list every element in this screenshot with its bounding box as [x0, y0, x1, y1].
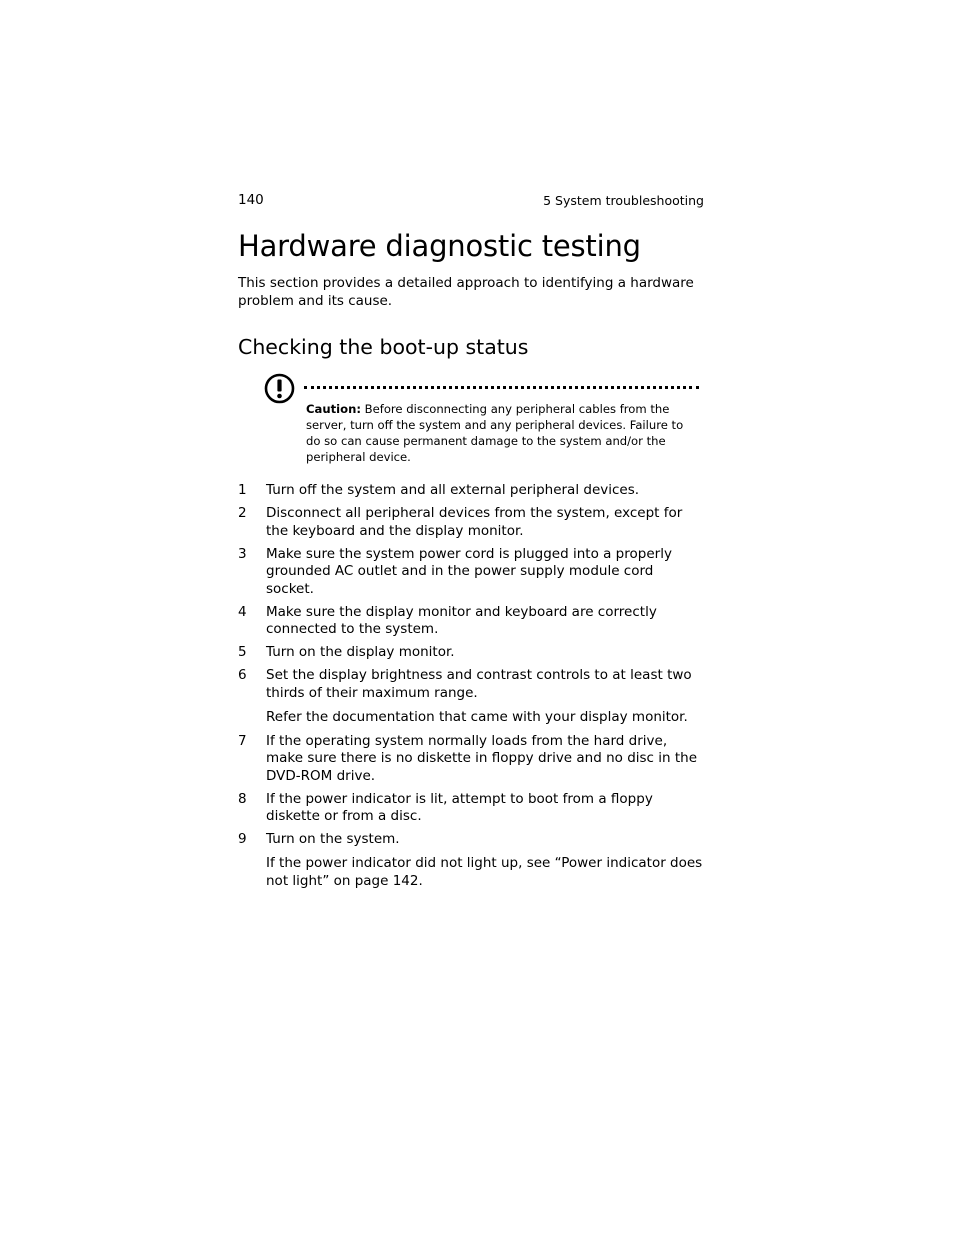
step-number: 8 — [238, 790, 247, 807]
steps-list — [238, 482, 704, 897]
chapter-title: 5 System troubleshooting — [543, 193, 704, 208]
list-item — [238, 791, 704, 826]
step-number: 9 — [238, 831, 247, 847]
step-text: If the operating system normally loads from the hard drive, make sure there is no diskette in floppy drive and no disc in the DVD-ROM drive. — [266, 732, 698, 784]
step-note: If the power indicator did not light up, see “Power indicator does not light” on page 142. — [266, 855, 703, 889]
list-item — [238, 733, 704, 786]
step-number: 3 — [238, 545, 247, 562]
running-header — [238, 192, 704, 210]
list-item — [238, 546, 704, 599]
step-text: Set the display brightness and contrast controls to at least two thirds of their maximum range. — [266, 667, 692, 701]
list-item — [238, 644, 704, 662]
step-text: Make sure the display monitor and keyboard are correctly connected to the system. — [266, 603, 657, 637]
page-title: Hardware diagnostic testing — [238, 229, 641, 263]
step-number: 5 — [238, 644, 247, 660]
step-text: Turn on the display monitor. — [266, 644, 455, 660]
caution-text — [306, 401, 684, 465]
caution-label: Caution: — [306, 402, 361, 416]
step-text: Turn on the system. — [266, 831, 400, 847]
caution-divider — [304, 386, 699, 389]
caution-icon — [264, 373, 295, 404]
step-number: 2 — [238, 505, 247, 521]
intro-paragraph: This section provides a detailed approach to identifying a hardware problem and its cause. — [238, 275, 694, 309]
section-heading: Checking the boot-up status — [238, 335, 529, 359]
caution-body: Before disconnecting any peripheral cables from the server, turn off the system and any peripheral devices. Failure to do so can cause permanent damage to the system and/or the peripheral device. — [306, 402, 684, 464]
list-item — [238, 482, 704, 500]
step-text: Turn off the system and all external peripheral devices. — [266, 482, 640, 498]
list-item — [238, 831, 704, 849]
list-item — [238, 604, 704, 639]
step-number: 1 — [238, 482, 247, 498]
step-number: 4 — [238, 603, 247, 620]
step-note: Refer the documentation that came with your display monitor. — [266, 708, 688, 725]
step-text: If the power indicator is lit, attempt to boot from a floppy diskette or from a disc. — [266, 790, 653, 824]
step-text: Disconnect all peripheral devices from the system, except for the keyboard and the display monitor. — [266, 505, 683, 539]
list-item — [238, 667, 704, 702]
page-number: 140 — [238, 192, 264, 208]
step-text: Make sure the system power cord is plugged into a properly grounded AC outlet and in the power supply module cord socket. — [266, 545, 672, 597]
list-item — [238, 505, 704, 540]
step-number: 6 — [238, 667, 247, 683]
step-number: 7 — [238, 732, 247, 749]
